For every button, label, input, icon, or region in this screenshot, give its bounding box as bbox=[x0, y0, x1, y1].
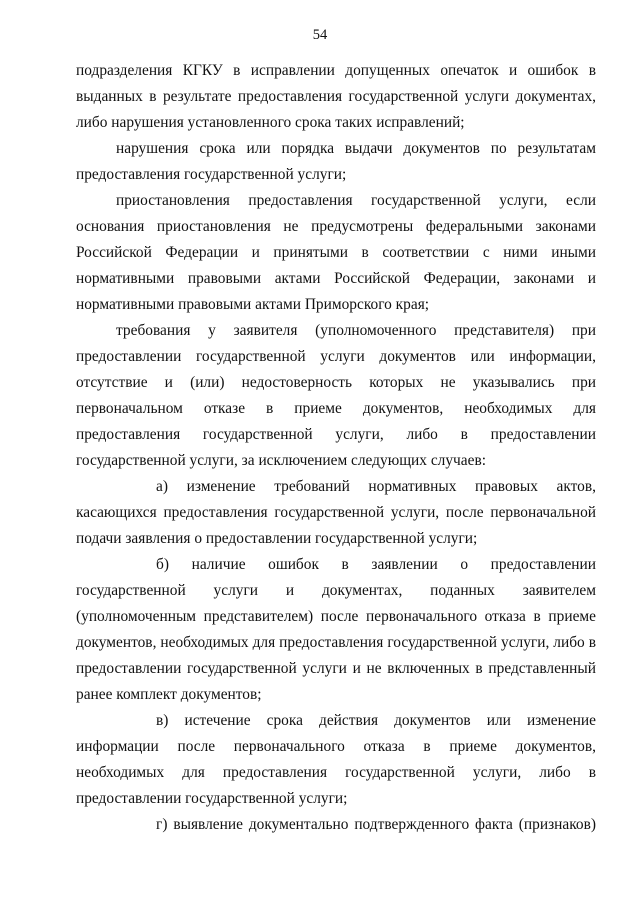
paragraph: нарушения срока или порядка выдачи документов по результатам предоставления государственной услуги; bbox=[76, 140, 596, 183]
list-item-g bbox=[76, 812, 596, 838]
list-item-text: изменение требований нормативных правовых актов, касающихся предоставления государственной услуги, после первоначальной подачи заявления о предоставлении государственной услуги; bbox=[76, 478, 596, 547]
list-item-label: г) bbox=[156, 816, 168, 833]
list-item-label: в) bbox=[156, 712, 169, 729]
page-number: 54 bbox=[312, 27, 328, 43]
list-item-text: выявление документально подтвержденного факта (признаков) bbox=[173, 816, 596, 833]
list-item-a bbox=[76, 474, 596, 552]
list-item-label: б) bbox=[156, 556, 169, 573]
paragraph-continuation: подразделения КГКУ в исправлении допущенных опечаток и ошибок в выданных в результате предоставления государственной услуги документах, либо нарушения установленного срока таких исправлений; bbox=[76, 62, 596, 131]
paragraph: требования у заявителя (уполномоченного представителя) при предоставлении государственной услуги документов или информации, отсутствие и (или) недостоверность которых не указывались при первоначальном отказе в приеме документов, необходимых для предоставления государственной услуги, либо в предоставлении государственной услуги, за исключением следующих случаев: bbox=[76, 322, 596, 469]
list-item-label: а) bbox=[156, 478, 168, 495]
paragraph: приостановления предоставления государственной услуги, если основания приостановления не предусмотрены федеральными законами Российской Федерации и принятыми в соответствии с ними иными нормативными правовыми актами Российской Федерации, законами и нормативными правовыми актами Приморского края; bbox=[76, 192, 596, 313]
list-item-text: наличие ошибок в заявлении о предоставлении государственной услуги и документах, поданных заявителем (уполномоченным представителем) после первоначального отказа в приеме документов, необходимых для предоставления государственной услуги, либо в предоставлении государственной услуги и не включенных в представленный ранее комплект документов; bbox=[76, 556, 596, 703]
list-item-b bbox=[76, 552, 596, 708]
list-item-text: истечение срока действия документов или изменение информации после первоначального отказа в приеме документов, необходимых для предоставления государственной услуги, либо в предоставлении государственной услуги; bbox=[76, 712, 596, 807]
document-body bbox=[76, 58, 596, 838]
list-item-v bbox=[76, 708, 596, 812]
